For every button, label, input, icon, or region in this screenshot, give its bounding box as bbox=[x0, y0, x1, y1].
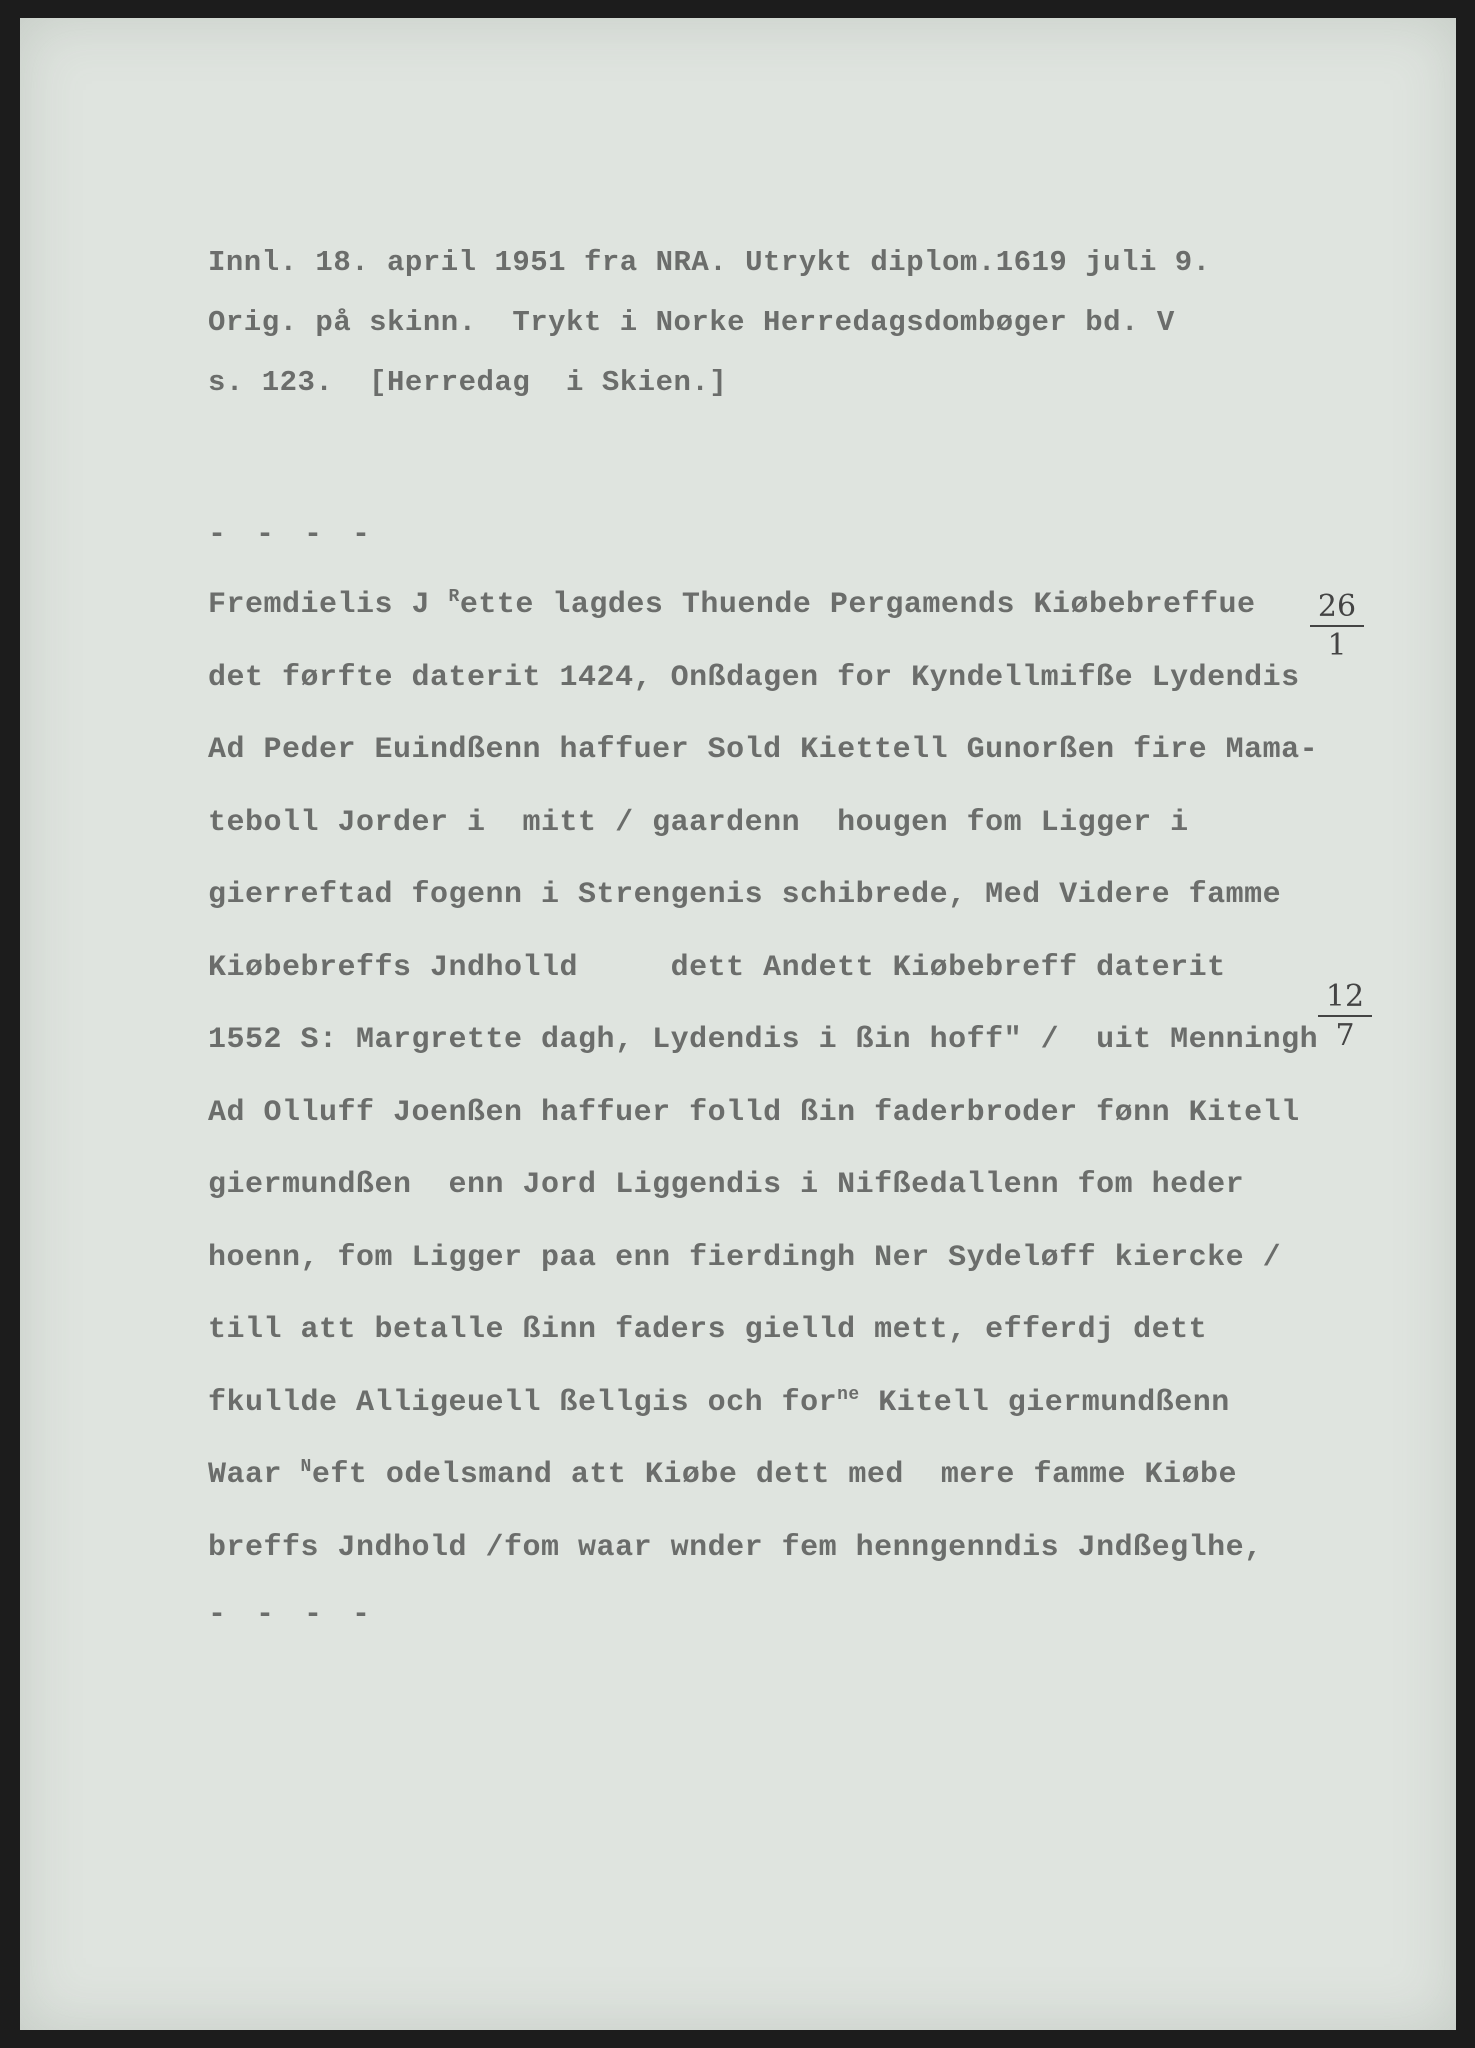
body-line-13: Waar $^N$eft odelsmand att Kiøbe dett med mere famme Kiøbe bbox=[208, 1457, 1237, 1492]
body-line-5: gierreftad fogenn i Strengenis schibrede, Med Videre famme bbox=[208, 878, 1282, 912]
body-line-6: Kiøbebreffs Jndholld dett Andett Kiøbebreff daterit bbox=[208, 951, 1226, 985]
body-line-12: fkullde Alligeuell ßellgis och for$^{ne}$ Kitell giermundßenn bbox=[208, 1385, 1230, 1420]
body-line-8: Ad Olluff Joenßen haffuer folld ßin faderbroder fønn Kitell bbox=[208, 1096, 1300, 1130]
body-line-7: 1552 S: Margrette dagh, Lydendis i ßin hoff" / uit Menningh bbox=[208, 1023, 1319, 1057]
margin-note-1-bottom: 1 bbox=[1327, 628, 1347, 663]
separator-bottom: - - - - bbox=[208, 1598, 377, 1632]
body-line-14: breffs Jndhold /fom waar wnder fem henngenndis Jndßeglhe, bbox=[208, 1531, 1263, 1565]
header-line-3: s. 123. [Herredag i Skien.] bbox=[208, 366, 728, 399]
margin-note-2-bar bbox=[1318, 1015, 1372, 1017]
body-line-4: teboll Jorder i mitt / gaardenn hougen fom Ligger i bbox=[208, 806, 1189, 840]
margin-note-2-bottom: 7 bbox=[1335, 1018, 1355, 1053]
separator-top: - - - - bbox=[208, 518, 377, 552]
margin-note-2-top: 12 bbox=[1325, 979, 1365, 1014]
body-line-9: giermundßen enn Jord Liggendis i Nifßedallenn fom heder bbox=[208, 1168, 1245, 1202]
document-page bbox=[20, 18, 1456, 2030]
margin-note-2 bbox=[1310, 980, 1380, 1052]
body-line-2: det førfte daterit 1424, Onßdagen for Kyndellmifße Lydendis bbox=[208, 661, 1300, 695]
header-line-1: Innl. 18. april 1951 fra NRA. Utrykt diplom.1619 juli 9. bbox=[208, 246, 1211, 279]
body-line-10: hoenn, fom Ligger paa enn fierdingh Ner Sydeløff kiercke / bbox=[208, 1241, 1282, 1275]
margin-note-1-bar bbox=[1310, 625, 1364, 627]
body-line-11: till att betalle ßinn faders gielld mett, efferdj dett bbox=[208, 1313, 1208, 1347]
body-line-3: Ad Peder Euindßenn haffuer Sold Kiettell Gunorßen fire Mama- bbox=[208, 733, 1319, 767]
margin-note-1-top: 26 bbox=[1317, 589, 1357, 624]
body-line-1: Fremdielis J $^R$ette lagdes Thuende Pergamends Kiøbebreffue bbox=[208, 587, 1256, 622]
header-line-2: Orig. på skinn. Trykt i Norke Herredagsdombøger bd. V bbox=[208, 306, 1175, 339]
margin-note-1 bbox=[1302, 590, 1372, 662]
